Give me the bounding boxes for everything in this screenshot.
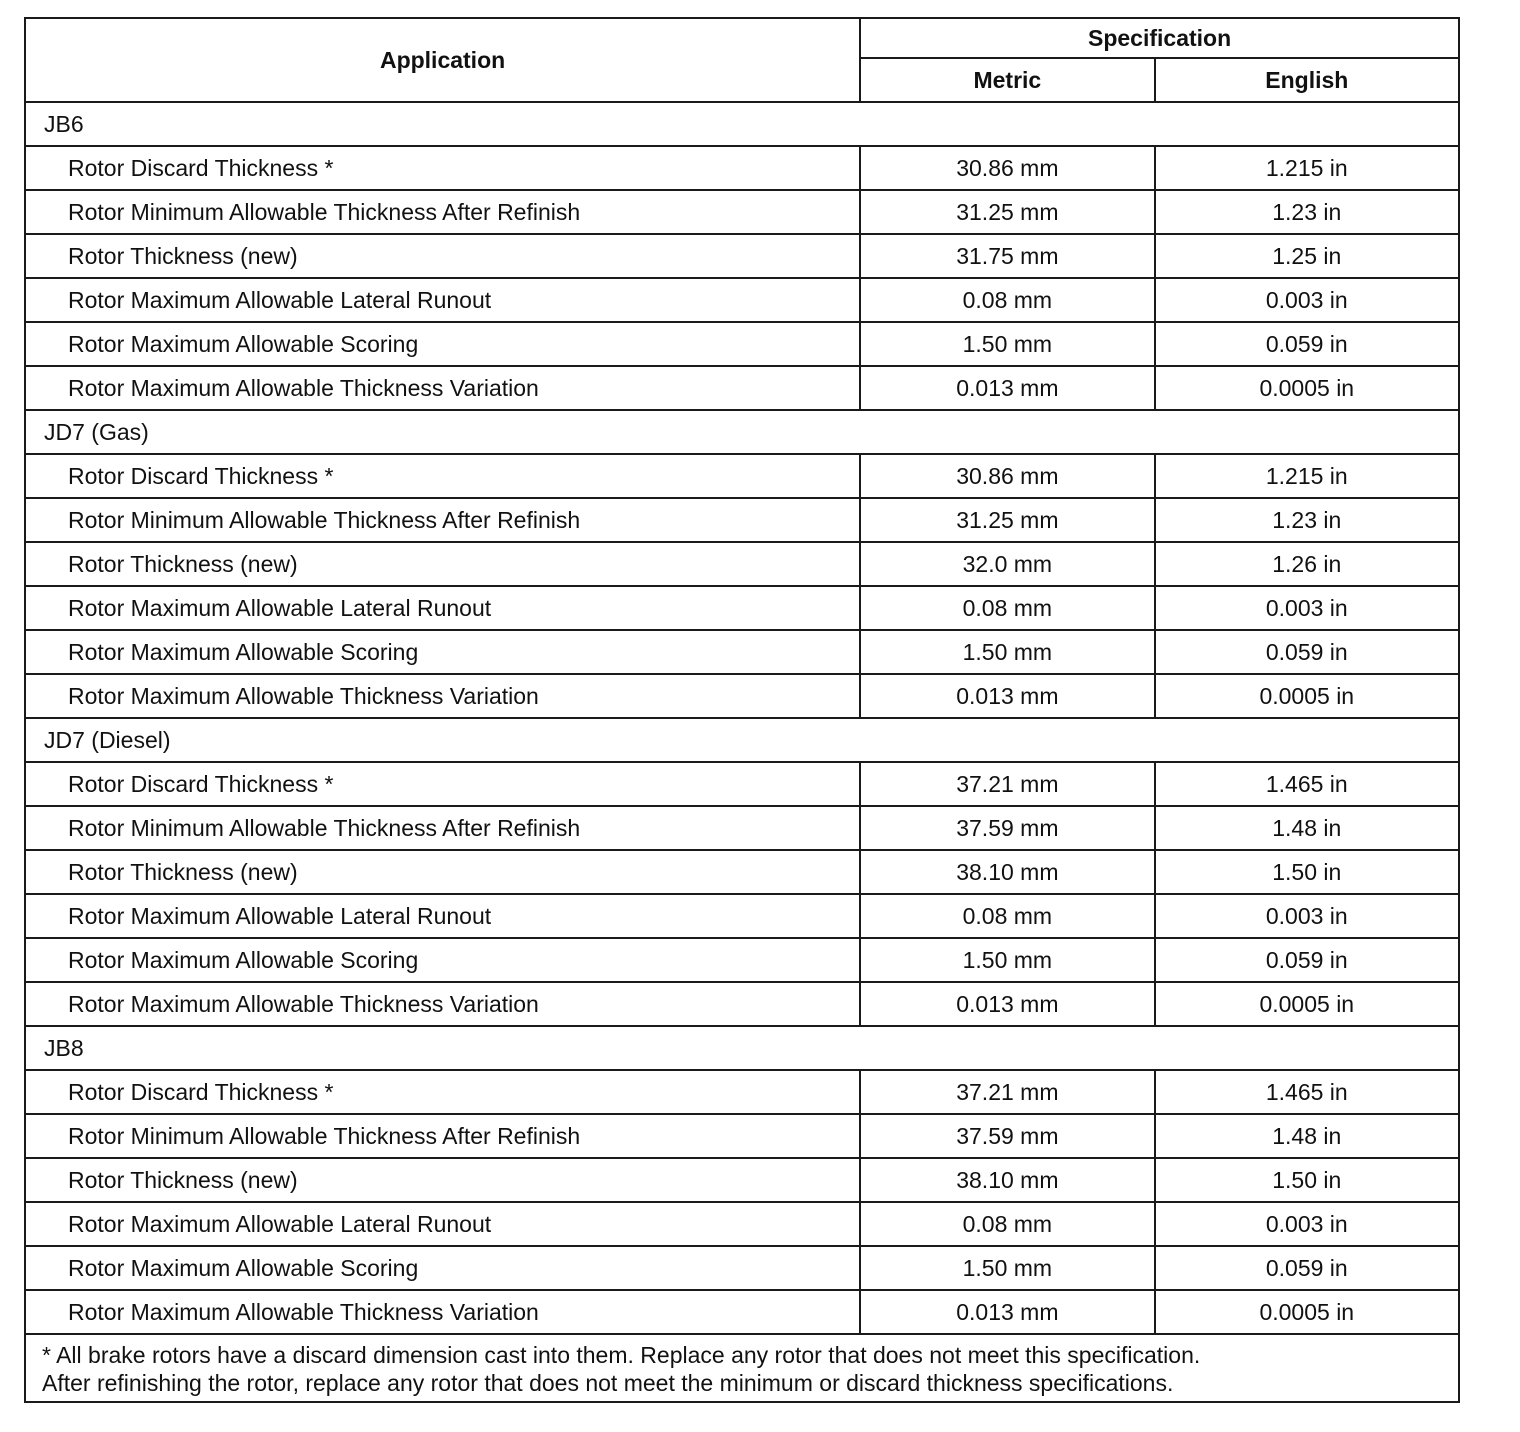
metric-cell: 1.50 mm xyxy=(860,1246,1154,1290)
application-cell: Rotor Discard Thickness * xyxy=(25,762,860,806)
english-cell: 0.0005 in xyxy=(1155,366,1459,410)
metric-cell: 30.86 mm xyxy=(860,454,1154,498)
metric-cell: 38.10 mm xyxy=(860,1158,1154,1202)
specification-table xyxy=(24,17,1460,1403)
application-cell: Rotor Minimum Allowable Thickness After Refinish xyxy=(25,498,860,542)
table-row xyxy=(25,1114,1459,1158)
metric-cell: 37.21 mm xyxy=(860,1070,1154,1114)
metric-cell: 37.59 mm xyxy=(860,1114,1154,1158)
english-cell: 1.48 in xyxy=(1155,806,1459,850)
application-cell: Rotor Thickness (new) xyxy=(25,850,860,894)
application-cell: Rotor Discard Thickness * xyxy=(25,146,860,190)
metric-header: Metric xyxy=(860,58,1154,102)
table-row xyxy=(25,982,1459,1026)
group-label: JD7 (Gas) xyxy=(25,410,1459,454)
application-cell: Rotor Maximum Allowable Lateral Runout xyxy=(25,586,860,630)
table-row xyxy=(25,674,1459,718)
english-cell: 0.003 in xyxy=(1155,278,1459,322)
group-row xyxy=(25,718,1459,762)
group-row xyxy=(25,1026,1459,1070)
metric-cell: 1.50 mm xyxy=(860,322,1154,366)
application-cell: Rotor Maximum Allowable Scoring xyxy=(25,938,860,982)
group-row xyxy=(25,102,1459,146)
english-cell: 1.465 in xyxy=(1155,762,1459,806)
english-cell: 0.003 in xyxy=(1155,894,1459,938)
group-label: JB8 xyxy=(25,1026,1459,1070)
table-row xyxy=(25,366,1459,410)
metric-cell: 0.08 mm xyxy=(860,894,1154,938)
application-cell: Rotor Maximum Allowable Scoring xyxy=(25,1246,860,1290)
application-cell: Rotor Maximum Allowable Scoring xyxy=(25,322,860,366)
english-cell: 0.0005 in xyxy=(1155,982,1459,1026)
english-cell: 0.059 in xyxy=(1155,630,1459,674)
english-cell: 0.059 in xyxy=(1155,322,1459,366)
application-cell: Rotor Maximum Allowable Lateral Runout xyxy=(25,278,860,322)
english-cell: 0.003 in xyxy=(1155,586,1459,630)
metric-cell: 31.75 mm xyxy=(860,234,1154,278)
english-cell: 0.0005 in xyxy=(1155,1290,1459,1334)
application-cell: Rotor Maximum Allowable Thickness Variation xyxy=(25,366,860,410)
application-cell: Rotor Maximum Allowable Scoring xyxy=(25,630,860,674)
application-cell: Rotor Thickness (new) xyxy=(25,542,860,586)
english-cell: 0.059 in xyxy=(1155,938,1459,982)
metric-cell: 0.08 mm xyxy=(860,278,1154,322)
table-header xyxy=(25,18,1459,102)
table-row xyxy=(25,1070,1459,1114)
table-row xyxy=(25,190,1459,234)
application-cell: Rotor Discard Thickness * xyxy=(25,1070,860,1114)
application-cell: Rotor Discard Thickness * xyxy=(25,454,860,498)
group-label: JD7 (Diesel) xyxy=(25,718,1459,762)
english-header: English xyxy=(1155,58,1459,102)
footnote-line-2: After refinishing the rotor, replace any rotor that does not meet the minimum or discard thickness specifications. xyxy=(42,1370,1174,1396)
table-row xyxy=(25,938,1459,982)
metric-cell: 0.08 mm xyxy=(860,1202,1154,1246)
table-row xyxy=(25,146,1459,190)
table-row xyxy=(25,1158,1459,1202)
metric-cell: 0.013 mm xyxy=(860,674,1154,718)
application-cell: Rotor Maximum Allowable Thickness Variation xyxy=(25,1290,860,1334)
application-cell: Rotor Maximum Allowable Thickness Variation xyxy=(25,674,860,718)
english-cell: 1.23 in xyxy=(1155,190,1459,234)
english-cell: 1.48 in xyxy=(1155,1114,1459,1158)
table-row xyxy=(25,1290,1459,1334)
english-cell: 0.003 in xyxy=(1155,1202,1459,1246)
metric-cell: 30.86 mm xyxy=(860,146,1154,190)
table-row xyxy=(25,278,1459,322)
application-cell: Rotor Maximum Allowable Lateral Runout xyxy=(25,1202,860,1246)
table-row xyxy=(25,454,1459,498)
metric-cell: 37.59 mm xyxy=(860,806,1154,850)
application-cell: Rotor Minimum Allowable Thickness After Refinish xyxy=(25,806,860,850)
metric-cell: 38.10 mm xyxy=(860,850,1154,894)
metric-cell: 31.25 mm xyxy=(860,190,1154,234)
metric-cell: 0.013 mm xyxy=(860,366,1154,410)
table-row xyxy=(25,542,1459,586)
table-row xyxy=(25,234,1459,278)
application-cell: Rotor Thickness (new) xyxy=(25,1158,860,1202)
english-cell: 1.23 in xyxy=(1155,498,1459,542)
english-cell: 1.215 in xyxy=(1155,454,1459,498)
table-body xyxy=(25,102,1459,1334)
english-cell: 0.059 in xyxy=(1155,1246,1459,1290)
application-cell: Rotor Minimum Allowable Thickness After Refinish xyxy=(25,190,860,234)
english-cell: 0.0005 in xyxy=(1155,674,1459,718)
metric-cell: 31.25 mm xyxy=(860,498,1154,542)
metric-cell: 32.0 mm xyxy=(860,542,1154,586)
group-label: JB6 xyxy=(25,102,1459,146)
application-cell: Rotor Maximum Allowable Lateral Runout xyxy=(25,894,860,938)
table-row xyxy=(25,806,1459,850)
group-row xyxy=(25,410,1459,454)
table-row xyxy=(25,1246,1459,1290)
specification-header: Specification xyxy=(860,18,1459,58)
english-cell: 1.26 in xyxy=(1155,542,1459,586)
english-cell: 1.25 in xyxy=(1155,234,1459,278)
table-row xyxy=(25,1202,1459,1246)
table-row xyxy=(25,762,1459,806)
metric-cell: 0.013 mm xyxy=(860,982,1154,1026)
application-cell: Rotor Maximum Allowable Thickness Variation xyxy=(25,982,860,1026)
english-cell: 1.50 in xyxy=(1155,850,1459,894)
application-header: Application xyxy=(25,18,860,102)
metric-cell: 37.21 mm xyxy=(860,762,1154,806)
metric-cell: 0.08 mm xyxy=(860,586,1154,630)
english-cell: 1.215 in xyxy=(1155,146,1459,190)
english-cell: 1.465 in xyxy=(1155,1070,1459,1114)
metric-cell: 1.50 mm xyxy=(860,630,1154,674)
table-row xyxy=(25,498,1459,542)
table-row xyxy=(25,894,1459,938)
table-row xyxy=(25,850,1459,894)
application-cell: Rotor Minimum Allowable Thickness After Refinish xyxy=(25,1114,860,1158)
table-row xyxy=(25,586,1459,630)
table-row xyxy=(25,322,1459,366)
footnote-line-1: * All brake rotors have a discard dimension cast into them. Replace any rotor that does not meet this specification. xyxy=(42,1342,1201,1368)
metric-cell: 0.013 mm xyxy=(860,1290,1154,1334)
table-row xyxy=(25,630,1459,674)
footnote xyxy=(25,1334,1459,1402)
metric-cell: 1.50 mm xyxy=(860,938,1154,982)
english-cell: 1.50 in xyxy=(1155,1158,1459,1202)
application-cell: Rotor Thickness (new) xyxy=(25,234,860,278)
